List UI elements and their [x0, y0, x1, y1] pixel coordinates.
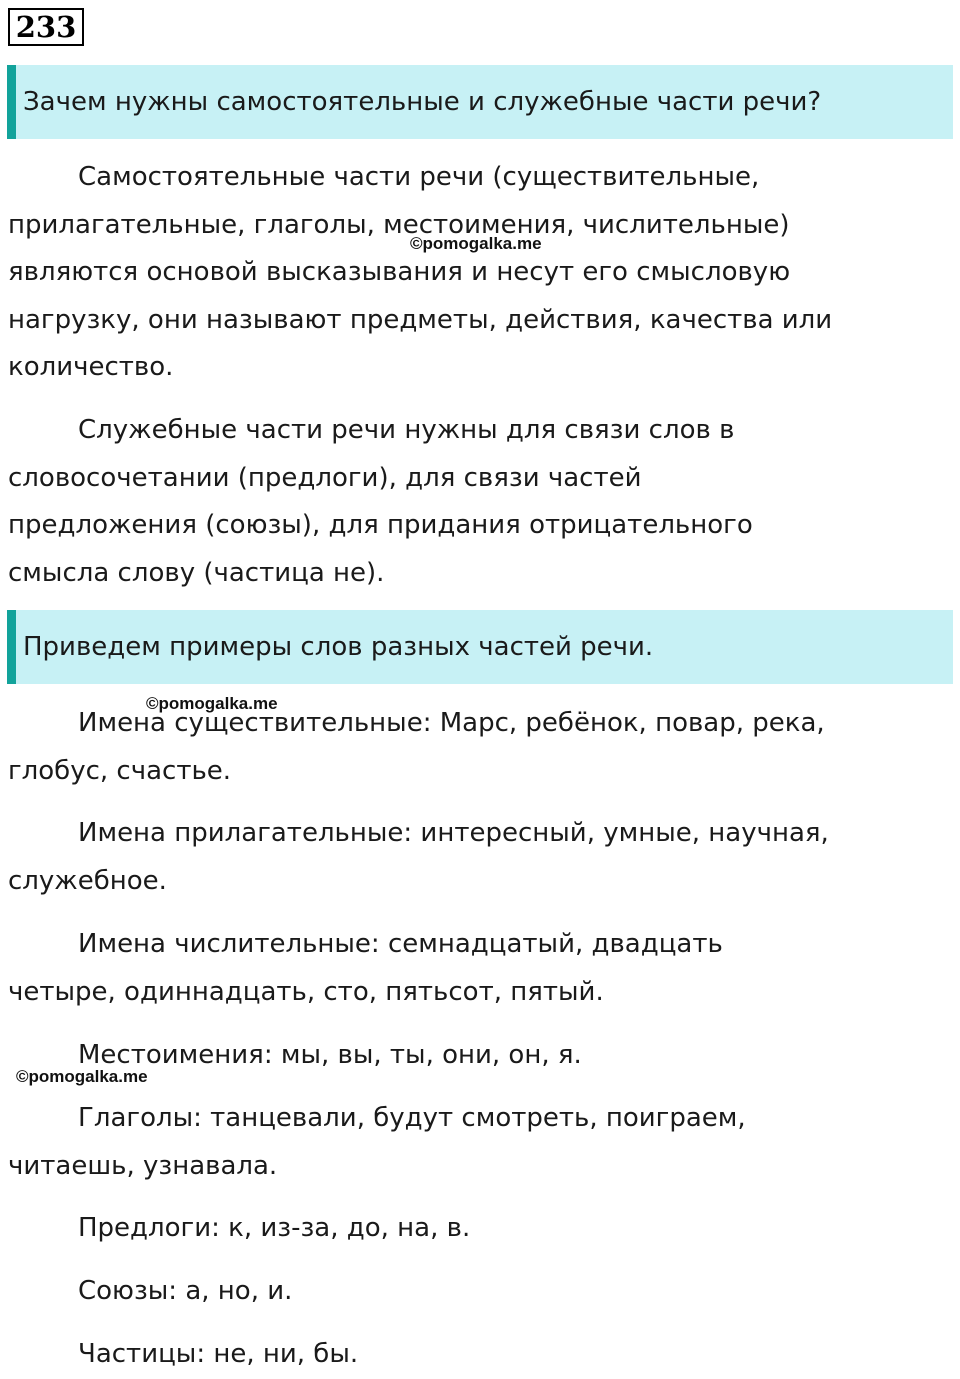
question-heading: Зачем нужны самостоятельные и служебные части речи? [7, 65, 953, 139]
example-particles [8, 1331, 953, 1379]
watermark: ©pomogalka.me [16, 1067, 148, 1086]
paragraph-independent-parts [8, 154, 953, 392]
text-line: служебное. [8, 865, 167, 896]
text-line: предложения (союзы), для придания отрицательного [8, 510, 753, 540]
watermark: ©pomogalka.me [146, 694, 278, 713]
example-pronouns [8, 1032, 953, 1080]
text-line: четыре, одиннадцать, сто, пятьсот, пятый. [8, 976, 604, 1007]
example-adjectives [8, 810, 953, 905]
example-numerals [8, 921, 953, 1016]
text-line: читаешь, узнавала. [8, 1150, 278, 1181]
text-line: словосочетании (предлоги), для связи частей [8, 462, 642, 493]
watermark: ©pomogalka.me [410, 234, 542, 253]
text-line: Служебные части речи нужны для связи слов в [78, 415, 735, 445]
text-line: Имена прилагательные: интересный, умные, научная, [78, 818, 829, 848]
text-line: смысла слову (частица не). [8, 557, 385, 588]
example-verbs [8, 1095, 953, 1190]
text-line: Глаголы: танцевали, будут смотреть, поиграем, [78, 1103, 746, 1133]
text-line: Частицы: не, ни, бы. [78, 1339, 359, 1369]
text-line: нагрузку, они называют предметы, действия, качества или [8, 304, 833, 335]
text-line: Имена числительные: семнадцатый, двадцать [78, 929, 723, 959]
text-line: Союзы: а, но, и. [78, 1276, 293, 1306]
text-line: Предлоги: к, из-за, до, на, в. [78, 1213, 471, 1243]
text-line: являются основой высказывания и несут его смысловую [8, 257, 791, 287]
text-line: глобус, счастье. [8, 755, 232, 786]
text-line: Местоимения: мы, вы, ты, они, он, я. [78, 1040, 582, 1070]
example-prepositions [8, 1205, 953, 1253]
text-line: прилагательные, глаголы, местоимения, числительные) [8, 209, 790, 240]
text-line: Имена существительные: Марс, ребёнок, повар, река, [78, 708, 825, 738]
task-number-box: 233 [8, 8, 84, 46]
text-line: Самостоятельные части речи (существительные, [78, 162, 760, 192]
examples-heading: Приведем примеры слов разных частей речи. [7, 610, 953, 684]
example-nouns [8, 700, 953, 795]
text-line: количество. [8, 352, 174, 382]
example-conjunctions [8, 1268, 953, 1316]
paragraph-function-parts [8, 407, 953, 597]
